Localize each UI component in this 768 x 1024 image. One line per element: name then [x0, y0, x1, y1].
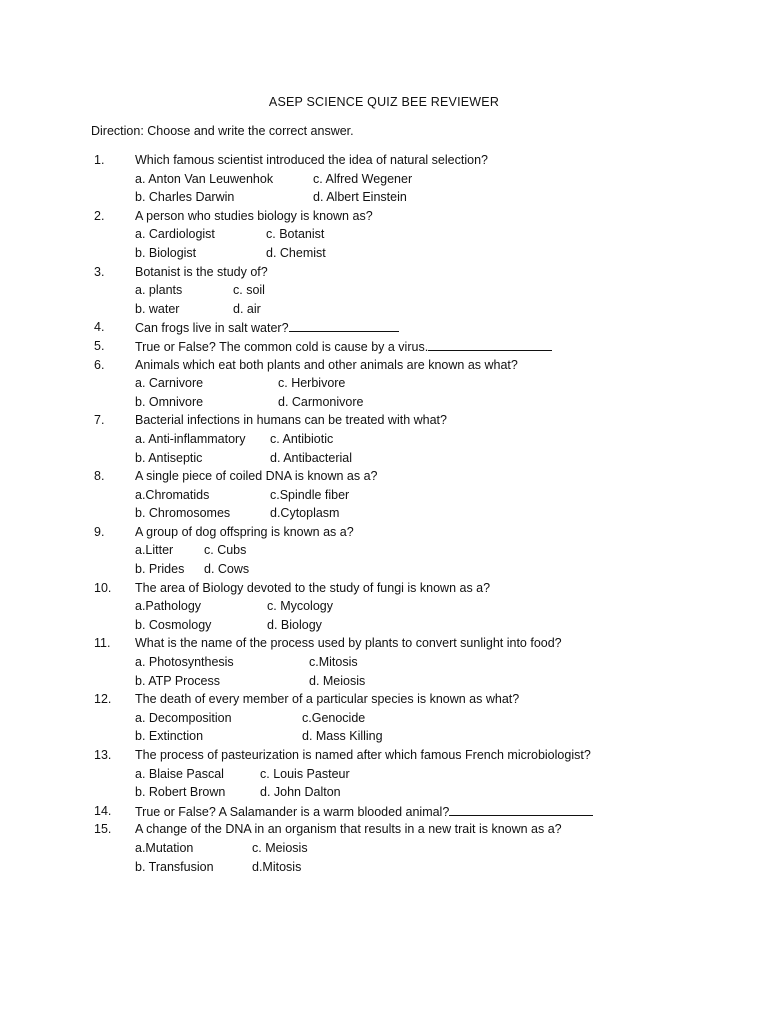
answer-option: c.Mitosis	[309, 655, 358, 670]
option-row	[0, 839, 768, 858]
answer-option: d.Mitosis	[252, 859, 302, 874]
question-line	[0, 207, 768, 226]
answer-option: d. Chemist	[266, 245, 326, 260]
question-item	[0, 411, 768, 467]
answer-option: b. Omnivore	[135, 394, 204, 409]
question-text	[135, 634, 562, 653]
question-item	[0, 634, 768, 690]
question-text	[135, 690, 519, 709]
question-item	[0, 523, 768, 579]
option-row	[0, 765, 768, 784]
question-item	[0, 263, 768, 319]
option-row	[0, 225, 768, 244]
answer-option: c.Genocide	[302, 710, 366, 725]
direction-text: Direction: Choose and write the correct answer.	[91, 124, 354, 138]
question-text-content: What is the name of the process used by plants to convert sunlight into food?	[135, 636, 562, 651]
option-row	[0, 504, 768, 523]
question-text	[135, 746, 591, 765]
answer-option: b. Extinction	[135, 729, 204, 744]
option-row	[0, 858, 768, 877]
question-text-content: The death of every member of a particular species is known as what?	[135, 692, 520, 707]
option-row	[0, 653, 768, 672]
answer-option: a. plants	[135, 283, 183, 298]
question-text-content: A person who studies biology is known as?	[135, 208, 373, 223]
question-text-content: A single piece of coiled DNA is known as a?	[135, 469, 378, 484]
question-line	[0, 634, 768, 653]
question-text-content: A change of the DNA in an organism that results in a new trait is known as a?	[135, 822, 562, 837]
question-number: 5.	[94, 338, 105, 353]
question-text	[135, 411, 447, 430]
answer-option: a. Anton Van Leuwenhok	[135, 171, 274, 186]
answer-option: d. Albert Einstein	[313, 190, 407, 205]
question-text-content: Botanist is the study of?	[135, 264, 268, 279]
answer-option: a.Chromatids	[135, 487, 210, 502]
answer-option: a.Mutation	[135, 840, 194, 855]
answer-blank[interactable]	[449, 802, 593, 816]
question-text	[135, 337, 552, 357]
answer-option: a. Decomposition	[135, 710, 232, 725]
answer-option: c. Herbivore	[278, 376, 346, 391]
question-number: 14.	[94, 803, 112, 818]
question-number: 2.	[94, 208, 105, 223]
option-row	[0, 170, 768, 189]
answer-option: c. Louis Pasteur	[260, 766, 350, 781]
answer-option: d. air	[233, 301, 261, 316]
question-line	[0, 411, 768, 430]
question-text	[135, 579, 490, 598]
question-item	[0, 690, 768, 746]
answer-option: d. Meiosis	[309, 673, 366, 688]
question-text-content: Bacterial infections in humans can be treated with what?	[135, 413, 447, 428]
question-line	[0, 746, 768, 765]
question-number: 4.	[94, 320, 105, 335]
question-number: 9.	[94, 524, 105, 539]
question-list	[0, 151, 768, 876]
option-row	[0, 188, 768, 207]
question-line	[0, 356, 768, 375]
option-row	[0, 281, 768, 300]
option-row	[0, 486, 768, 505]
option-row	[0, 300, 768, 319]
answer-option: a. Anti-inflammatory	[135, 431, 246, 446]
option-row	[0, 672, 768, 691]
question-text-content: True or False? The common cold is cause by a virus.	[135, 339, 429, 354]
answer-option: c. Mycology	[267, 599, 333, 614]
question-item	[0, 467, 768, 523]
question-text	[135, 802, 593, 822]
question-line	[0, 523, 768, 542]
question-text-content: Animals which eat both plants and other animals are known as what?	[135, 357, 518, 372]
answer-option: b. Prides	[135, 562, 185, 577]
question-text-content: The process of pasteurization is named after which famous French microbiologist?	[135, 748, 591, 762]
answer-option: b. water	[135, 301, 180, 316]
question-number: 13.	[94, 748, 112, 762]
option-row	[0, 374, 768, 393]
option-row	[0, 430, 768, 449]
question-number: 12.	[94, 692, 112, 707]
answer-option: a. Cardiologist	[135, 227, 215, 242]
question-item	[0, 579, 768, 635]
question-text	[135, 467, 378, 486]
question-number: 10.	[94, 580, 112, 595]
answer-option: a. Photosynthesis	[135, 655, 234, 670]
option-row	[0, 244, 768, 263]
answer-option: b. Antiseptic	[135, 450, 203, 465]
answer-option: d.Cytoplasm	[270, 506, 340, 521]
answer-option: a.Pathology	[135, 599, 202, 614]
question-item	[0, 207, 768, 263]
question-number: 3.	[94, 264, 105, 279]
question-text	[135, 318, 399, 338]
answer-option: b. Chromosomes	[135, 506, 231, 521]
answer-option: c. Alfred Wegener	[313, 171, 413, 186]
answer-option: d. Carmonivore	[278, 394, 364, 409]
question-line	[0, 820, 768, 839]
option-row	[0, 727, 768, 746]
question-text	[135, 207, 373, 226]
answer-option: b. Robert Brown	[135, 785, 226, 800]
document-title: ASEP SCIENCE QUIZ BEE REVIEWER	[268, 95, 500, 109]
answer-option: c. Antibiotic	[270, 431, 334, 446]
option-row	[0, 541, 768, 560]
question-item	[0, 337, 768, 356]
question-text	[135, 820, 562, 839]
answer-option: c. Meiosis	[252, 840, 308, 855]
question-number: 8.	[94, 469, 105, 484]
question-text	[135, 356, 518, 375]
option-row	[0, 616, 768, 635]
option-row	[0, 560, 768, 579]
answer-option: c. soil	[233, 283, 265, 298]
answer-option: a.Litter	[135, 543, 174, 558]
answer-option: b. Biologist	[135, 245, 197, 260]
question-item	[0, 151, 768, 207]
question-line	[0, 151, 768, 170]
question-number: 11.	[94, 636, 111, 651]
question-line	[0, 579, 768, 598]
option-row	[0, 449, 768, 468]
question-item	[0, 356, 768, 412]
answer-option: a. Carnivore	[135, 376, 204, 391]
answer-option: d. Cows	[204, 562, 250, 577]
question-number: 6.	[94, 357, 105, 372]
question-line	[0, 802, 768, 821]
question-number: 15.	[94, 822, 112, 837]
question-text-content: Can frogs live in salt water?	[135, 321, 289, 336]
answer-option: c. Botanist	[266, 227, 325, 242]
question-text-content: A group of dog offspring is known as a?	[135, 524, 354, 539]
question-text-content: The area of Biology devoted to the study of fungi is known as a?	[135, 580, 491, 595]
answer-option: d. Antibacterial	[270, 450, 352, 465]
question-item	[0, 746, 768, 802]
question-text	[135, 523, 354, 542]
option-row	[0, 783, 768, 802]
question-item	[0, 820, 768, 876]
answer-option: c.Spindle fiber	[270, 487, 350, 502]
question-item	[0, 802, 768, 821]
question-line	[0, 318, 768, 337]
answer-blank[interactable]	[289, 318, 399, 332]
question-line	[0, 263, 768, 282]
answer-blank[interactable]	[428, 337, 552, 351]
answer-option: a. Blaise Pascal	[135, 766, 224, 781]
question-line	[0, 467, 768, 486]
question-item	[0, 318, 768, 337]
question-line	[0, 690, 768, 709]
answer-option: b. ATP Process	[135, 673, 220, 688]
question-text	[135, 263, 268, 282]
answer-option: b. Charles Darwin	[135, 190, 235, 205]
question-text-content: True or False? A Salamander is a warm blooded animal?	[135, 804, 450, 819]
question-number: 7.	[94, 413, 105, 428]
answer-option: c. Cubs	[204, 543, 247, 558]
answer-option: b. Cosmology	[135, 617, 212, 632]
answer-option: d. John Dalton	[260, 785, 341, 800]
option-row	[0, 597, 768, 616]
option-row	[0, 709, 768, 728]
option-row	[0, 393, 768, 412]
answer-option: d. Biology	[267, 617, 322, 632]
answer-option: d. Mass Killing	[302, 729, 383, 744]
question-line	[0, 337, 768, 356]
question-text	[135, 151, 488, 170]
question-text-content: Which famous scientist introduced the idea of natural selection?	[135, 153, 488, 167]
answer-option: b. Transfusion	[135, 859, 214, 874]
question-number: 1.	[94, 153, 105, 167]
